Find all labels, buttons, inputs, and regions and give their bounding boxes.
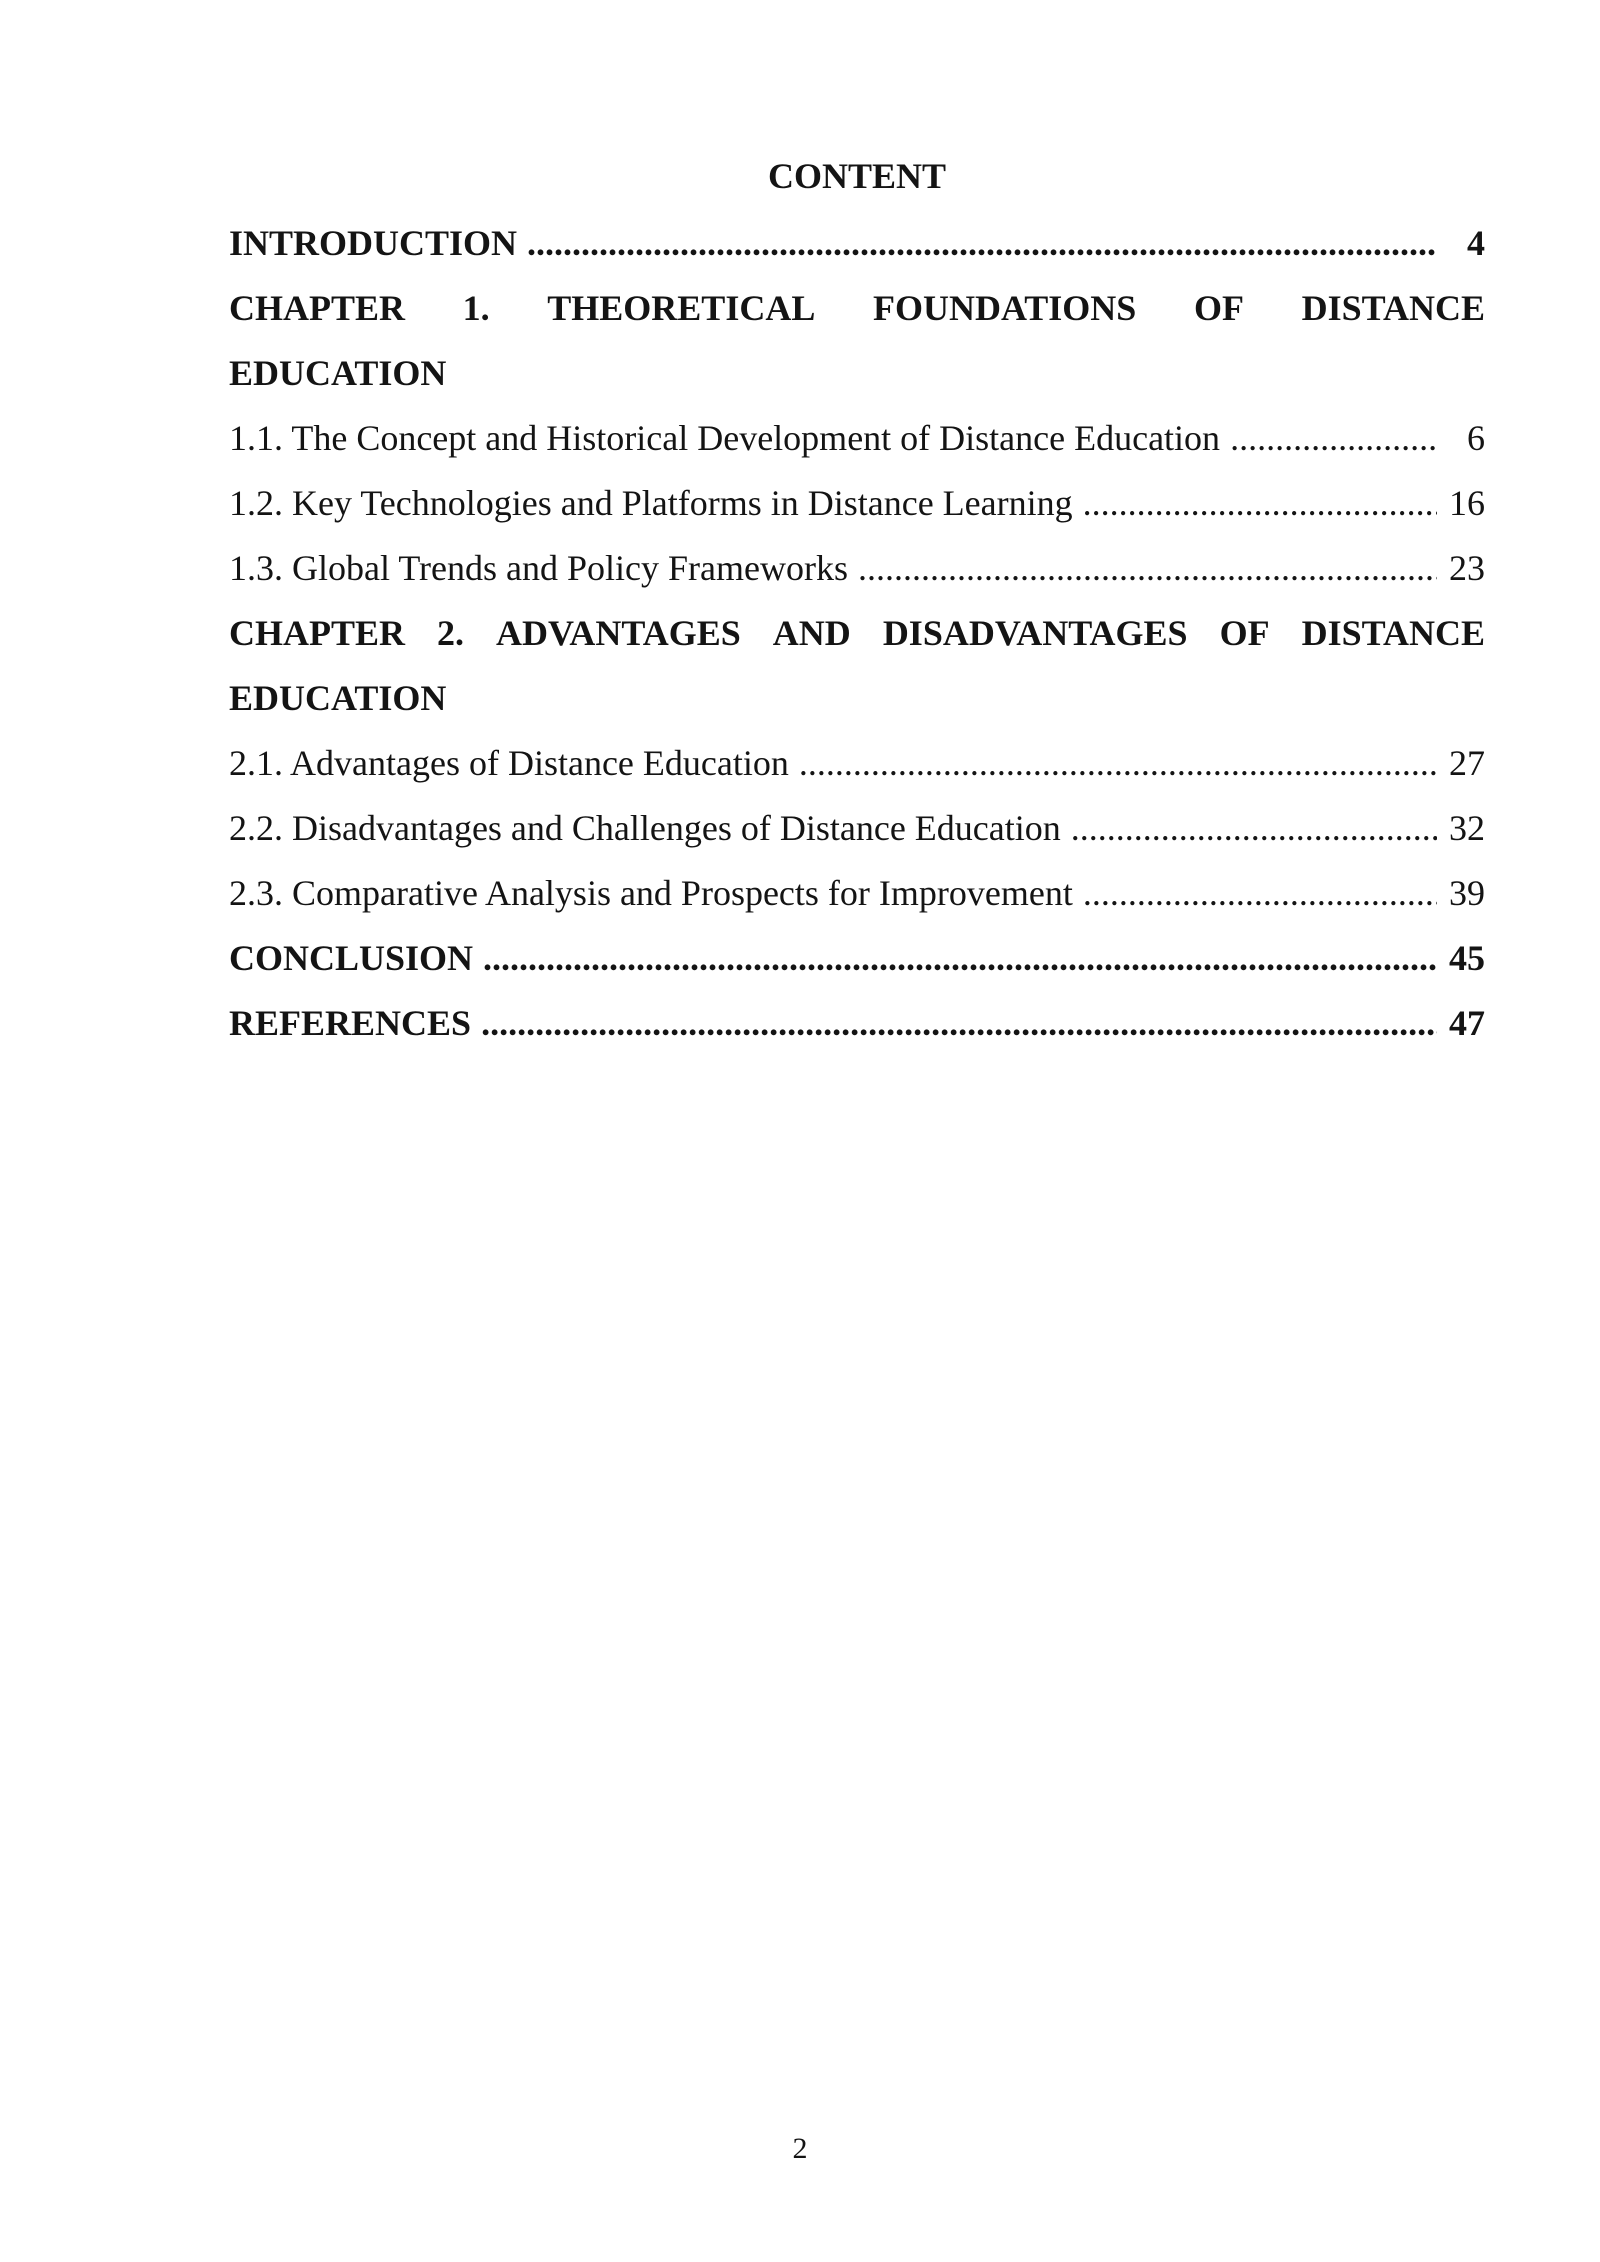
toc-chapter-2-heading[interactable] [229, 601, 1485, 731]
chapter-heading-word: THEORETICAL [547, 288, 816, 328]
dot-leader [481, 991, 1437, 1056]
toc-entry-label: INTRODUCTION [229, 223, 518, 263]
toc-page-number: 6 [1467, 418, 1485, 458]
toc-entry-conclusion[interactable] [229, 926, 1485, 991]
toc-entry-section[interactable] [229, 406, 1485, 471]
toc-page-number: 39 [1449, 873, 1485, 913]
page-number: 2 [792, 2132, 808, 2165]
toc-page-number: 4 [1467, 223, 1485, 263]
toc-entry-label: 2.3. Comparative Analysis and Prospects for Improvement [229, 873, 1073, 913]
dot-leader [858, 536, 1437, 601]
chapter-heading-word: ADVANTAGES [496, 613, 741, 653]
dot-leader [1083, 861, 1437, 926]
toc-page-number: 32 [1449, 808, 1485, 848]
toc-entry-label: CONCLUSION [229, 938, 474, 978]
chapter-heading-word: 1. [462, 288, 490, 328]
chapter-heading-continuation: EDUCATION [229, 678, 447, 718]
chapter-heading-word: OF [1219, 613, 1270, 653]
dot-leader [527, 211, 1437, 276]
chapter-heading-word: CHAPTER [229, 288, 406, 328]
chapter-heading-word: FOUNDATIONS [872, 288, 1137, 328]
dot-leader [1071, 796, 1437, 861]
toc-page-number: 47 [1449, 1003, 1485, 1043]
chapter-heading-word: DISTANCE [1301, 288, 1485, 328]
toc-title: CONTENT [767, 156, 947, 196]
toc-page-number: 45 [1449, 938, 1485, 978]
toc-entry-label: 1.1. The Concept and Historical Development of Distance Education [229, 418, 1221, 458]
dot-leader [483, 926, 1437, 991]
toc-chapter-1-heading[interactable] [229, 276, 1485, 406]
chapter-heading-word: 2. [437, 613, 465, 653]
toc-entry-label: 2.1. Advantages of Distance Education [229, 743, 789, 783]
chapter-heading-word: AND [772, 613, 851, 653]
toc-entry-section[interactable] [229, 536, 1485, 601]
toc-page-number: 23 [1449, 548, 1485, 588]
toc-entry-introduction[interactable] [229, 211, 1485, 276]
toc-entry-section[interactable] [229, 861, 1485, 926]
chapter-heading-word: DISTANCE [1301, 613, 1485, 653]
chapter-heading-word: DISADVANTAGES [882, 613, 1188, 653]
toc-entry-label: 1.2. Key Technologies and Platforms in Distance Learning [229, 483, 1073, 523]
dot-leader [1083, 471, 1437, 536]
toc-entry-references[interactable] [229, 991, 1485, 1056]
toc-entry-label: 2.2. Disadvantages and Challenges of Distance Education [229, 808, 1061, 848]
toc-entry-label: 1.3. Global Trends and Policy Frameworks [229, 548, 848, 588]
chapter-heading-continuation: EDUCATION [229, 353, 447, 393]
toc-entry-section[interactable] [229, 796, 1485, 861]
chapter-heading-word: CHAPTER [229, 613, 406, 653]
toc-entry-label: REFERENCES [229, 1003, 472, 1043]
dot-leader [1230, 406, 1437, 471]
toc-page-number: 27 [1449, 743, 1485, 783]
toc-entry-section[interactable] [229, 731, 1485, 796]
toc-entry-section[interactable] [229, 471, 1485, 536]
chapter-heading-word: OF [1193, 288, 1244, 328]
toc-page-number: 16 [1449, 483, 1485, 523]
dot-leader [799, 731, 1437, 796]
table-of-contents [229, 146, 1485, 1056]
